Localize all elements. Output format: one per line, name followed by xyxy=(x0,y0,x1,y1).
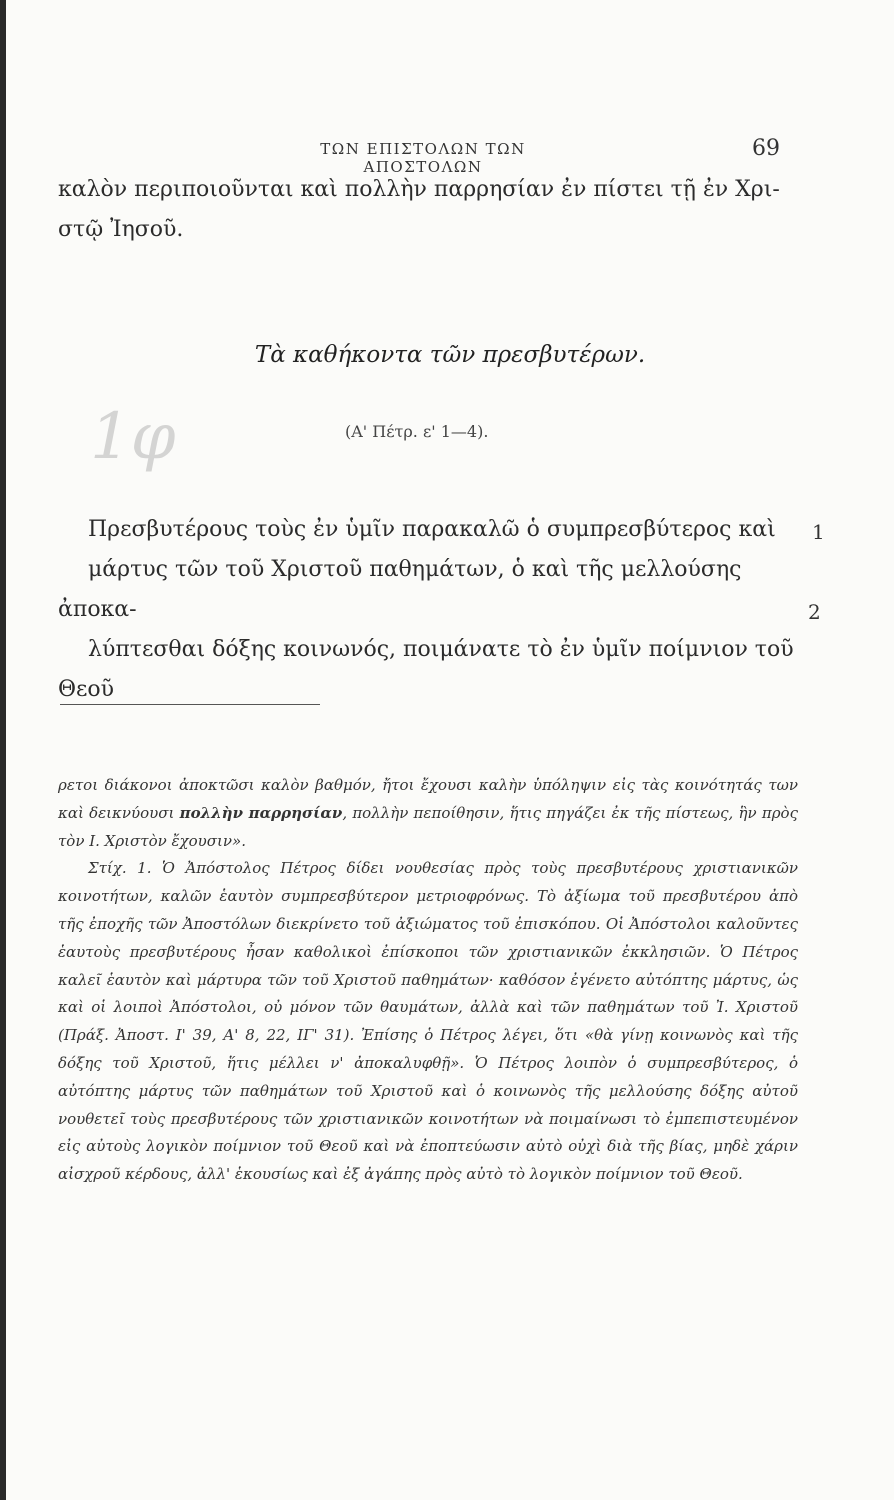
commentary-paragraph xyxy=(58,772,798,855)
intro-paragraph xyxy=(58,170,798,250)
main-line: μάρτυς τῶν τοῦ Χριστοῦ παθημάτων, ὁ καὶ τῆς μελλούσης ἀποκα- xyxy=(58,557,742,622)
commentary-text: ρετοι διάκονοι ἀποκτῶσι καλὸν βαθμόν, ἤτοι ἔχουσι καλὴν ὑπόληψιν εἰς τὰς κοινότητάς των καὶ δεικνύουσι xyxy=(58,776,798,822)
commentary-text: , πολλὴν πεποίθησιν, ἥτις πηγάζει ἐκ τῆς πίστεως, ἣν πρὸς τὸν Ι. Χριστὸν ἔχουσιν». xyxy=(58,803,798,850)
main-line: λύπτεσθαι δόξης κοινωνός, ποιμάνατε τὸ ἐν ὑμῖν ποίμνιον τοῦ Θεοῦ xyxy=(58,637,794,702)
verse-number: 1 xyxy=(812,520,825,544)
section-title: Τὰ καθήκοντα τῶν πρεσβυτέρων. xyxy=(254,342,646,368)
scripture-reference: (Α' Πέτρ. ε' 1—4). xyxy=(345,422,489,441)
main-line: Πρεσβυτέρους τοὺς ἐν ὑμῖν παρακαλῶ ὁ συμπρεσβύτερος καὶ xyxy=(88,517,776,542)
main-paragraph xyxy=(58,510,798,710)
page-edge xyxy=(0,0,6,1500)
page-number: 69 xyxy=(752,136,780,161)
verse-number: 2 xyxy=(808,600,821,624)
commentary-paragraph: Στίχ. 1. Ὁ Ἀπόστολος Πέτρος δίδει νουθεσίας πρὸς τοὺς πρεσβυτέρους χριστιανικῶν κοινοτήτων, καλῶν ἑαυτὸν συμπρεσβύτερον μετριοφρόνως. Τὸ ἀξίωμα τοῦ πρεσβυτέρου ἀπὸ τῆς ἐποχῆς τῶν Ἀποστόλων διεκρίνετο τοῦ ἀξιώματος τοῦ ἐπισκόπου. Οἱ Ἀπόστολοι καλοῦντες ἑαυτοὺς πρεσβυτέρους ἦσαν καθολικοὶ ἐπίσκοποι τῶν χριστιανικῶν ἐκκλησιῶν. Ὁ Πέτρος καλεῖ ἑαυτὸν καὶ μάρτυρα τῶν τοῦ Χριστοῦ παθημάτων· καθόσον ἐγένετο αὐτόπτης μάρτυς, ὡς καὶ οἱ λοιποὶ Ἀπόστολοι, οὐ μόνον τῶν θαυμάτων, ἀλλὰ καὶ τῶν παθημάτων τοῦ Ἰ. Χριστοῦ (Πράξ. Ἀποστ. Ι' 39, Α' 8, 22, ΙΓ' 31). Ἐπίσης ὁ Πέτρος λέγει, ὅτι «θὰ γίνῃ κοινωνὸς καὶ τῆς δόξης τοῦ Χριστοῦ, ἥτις μέλλει ν' ἀποκαλυφθῇ». Ὁ Πέτρος λοιπὸν ὁ συμπρεσβύτερος, ὁ αὐτόπτης μάρτυς τῶν παθημάτων τοῦ Χριστοῦ καὶ ὁ κοινωνὸς τῆς μελλούσης δόξης αὐτοῦ νουθετεῖ τοὺς πρεσβυτέρους τῶν χριστιανικῶν κοινοτήτων νὰ ποιμαίνωσι τὸ ἐμπεπιστευμένον εἰς αὐτοὺς λογικὸν ποίμνιον τοῦ Θεοῦ καὶ νὰ ἐποπτεύωσιν αὐτὸ οὐχὶ διὰ τῆς βίας, μηδὲ χάριν αἰσχροῦ κέρδους, ἀλλ' ἑκουσίως καὶ ἐξ ἀγάπης πρὸς αὐτὸ τὸ λογικὸν ποίμνιον τοῦ Θεοῦ. xyxy=(58,859,798,1184)
intro-line: καλὸν περιποιοῦνται καὶ πολλὴν παρρησίαν ἐν πίστει τῇ ἐν Χρι- xyxy=(58,177,780,202)
handwritten-mark: 1φ xyxy=(90,400,176,474)
footnote-divider xyxy=(60,704,320,705)
intro-line: στῷ Ἰησοῦ. xyxy=(58,217,184,242)
running-header: ΤΩΝ ΕΠΙΣΤΟΛΩΝ ΤΩΝ ΑΠΟΣΤΟΛΩΝ xyxy=(320,140,526,176)
commentary-emphasis: πολλὴν παρρησίαν xyxy=(179,803,343,822)
commentary xyxy=(58,772,798,1189)
